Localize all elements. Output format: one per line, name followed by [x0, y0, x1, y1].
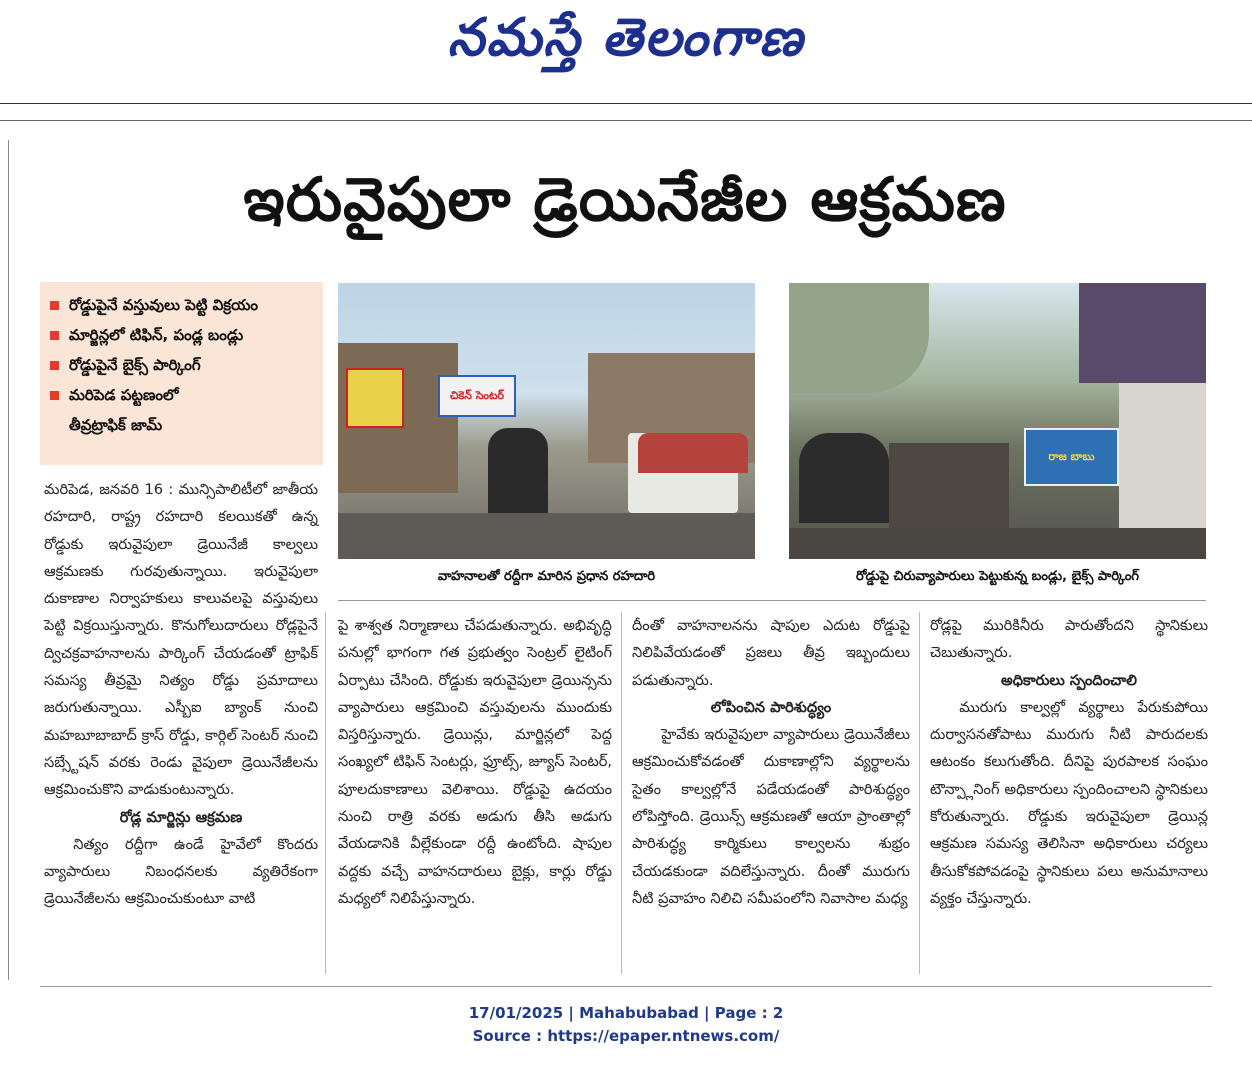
paragraph: నిత్యం రద్దీగా ఉండే హైవేలో కొందరు వ్యాపారులు నిబంధనలకు వ్యతిరేకంగా డ్రెయినేజీలను ఆక్రమించుకుంటూ వాటి: [44, 835, 318, 908]
masthead-divider-secondary: [0, 120, 1252, 121]
article-headline: ఇరువైపులా డ్రెయినేజీల ఆక్రమణ: [243, 165, 1007, 235]
paragraph: మరిపెడ, జనవరి 16 : మున్సిపాలిటీలో జాతీయ రహదారి, రాష్ట్ర రహదారి కలయికతో ఉన్న రోడ్డుకు ఇరువైపులా డ్రెయినేజీ కాల్వలు ఆక్రమణకు గురవుతున్నాయి. ఇరువైపులా దుకాణాల నిర్వాహకులు కాలువలపై వస్తువులు పెట్టి విక్రయిస్తున్నారు. కొనుగోలుదారులు రోడ్లపైనే ద్విచక్రవాహనాలను పార్కింగ్ చేయడంతో ట్రాఫిక్ సమస్య తీవ్రమై నిత్యం రోడ్డు ప్రమాదాలు జరుగుతున్నాయి. ఎస్బీఐ బ్యాంక్ నుంచి మహబూబాబాద్ క్రాస్ రోడ్డు, కార్గిల్ సెంటర్ నుంచి సబ్స్టేషన్ వరకు రెండు వైపులా డ్రెయినేజీలను ఆక్రమించుకొని వాడుకుంటున్నారు.: [44, 481, 318, 799]
edition-info: 17/01/2025 | Mahabubabad | Page : 2: [468, 1004, 784, 1022]
masthead: [0, 0, 1252, 100]
paragraph: మురుగు కాల్వల్లో వ్యర్థాలు పేరుకుపోయి దుర్వాసనతోపాటు మురుగు నీటి పారుదలకు ఆటంకం కలుగుతోంది. దీనిపై పురపాలక సంఘం టౌన్ప్లానింగ్ అధికారులు స్పందించాలని స్థానికులు కోరుతున్నారు. రోడ్డుకు ఇరువైపులా డ్రెయిన్ల ఆక్రమణ సమస్య తెలిసినా అధికారులు చర్యలు తీసుకోకపోవడంపై స్థానికులు పలు అనుమానాలు వ్యక్తం చేస్తున్నారు.: [930, 698, 1208, 907]
photo-parked-bikes: [889, 443, 1009, 533]
article-column-4: [930, 612, 1208, 912]
paragraph: రోడ్లపై మురికినీరు పారుతోందని స్థానికులు చెబుతున్నారు.: [930, 617, 1208, 662]
newspaper-logo: నమస్తే తెలంగాణ: [447, 8, 805, 68]
bullet-square-icon: [50, 331, 59, 340]
article-column-1: [44, 476, 318, 913]
highlight-item: మరిపెడ పట్టణంలో: [46, 380, 317, 410]
photo-main-road-traffic: [338, 283, 755, 559]
bullet-square-icon: [50, 391, 59, 400]
source-link[interactable]: Source : https://epaper.ntnews.com/: [472, 1027, 780, 1045]
photo-shop-sign-chicken: చికెన్ సెంటర్: [438, 375, 516, 417]
photo-caption: వాహనాలతో రద్దీగా మారిన ప్రధాన రహదారి: [437, 569, 656, 584]
photo-shop-sign: [346, 368, 404, 428]
subheading: లోపించిన పారిశుద్ధ్యం: [710, 698, 832, 716]
column-divider: [919, 612, 920, 974]
caption-divider: [338, 600, 1206, 601]
page-left-border: [8, 140, 9, 980]
article-column-2: [338, 612, 612, 912]
article-column-3: [632, 612, 910, 912]
photo-vendor-cart: [799, 433, 889, 523]
highlights-box: [40, 282, 323, 465]
photo-shop-building: [1079, 283, 1206, 383]
photo-display-counter: [1119, 383, 1206, 533]
photo-shop-banner: రాజ బాబు: [1024, 428, 1119, 486]
photo-trees: [789, 283, 929, 393]
subheading: అధికారులు స్పందించాలి: [1001, 671, 1137, 689]
paragraph: పై శాశ్వత నిర్మాణాలు చేపడుతున్నారు. అభివృద్ధి పనుల్లో భాగంగా గత ప్రభుత్వం సెంట్రల్ లైటింగ్ ఏర్పాటు చేసింది. రోడ్డుకు ఇరువైపులా డ్రెయిన్సను వ్యాపారులు ఆక్రమించి వస్తువులను ముందుకు విస్తరిస్తున్నారు. డ్రెయిన్లు, మార్జిన్లలో పెద్ద సంఖ్యలో టిఫిన్ సెంటర్లు, ఫ్రూట్స్, జ్యూస్ సెంటర్, పూలదుకాణాలు వెలిశాయి. రోడ్డుపై ఉదయం నుంచి రాత్రి వరకు అడుగు తీసి అడుగు వేయడానికి వీల్లేకుండా రద్దీ ఉంటోంది. షాపుల వద్దకు వచ్చే వాహనదారులు బైక్లు, కార్లు రోడ్డు మధ్యలో నిలిపేస్తున్నారు.: [338, 617, 612, 907]
highlight-item: రోడ్డుపైనే వస్తువులు పెట్టి విక్రయం: [46, 290, 317, 320]
paragraph: హైవేకు ఇరువైపులా వ్యాపారులు డ్రెయినేజీలు ఆక్రమించుకోవడంతో దుకాణాల్లోని వ్యర్థాలను సైతం కాల్వల్లోనే పడేయడంతో పారిశుద్ధ్యం లోపిస్తోంది. డ్రెయిన్స్ ఆక్రమణతో ఆయా ప్రాంతాల్లో పారిశుద్ధ్య కార్మికులు కాల్వలను శుభ్రం చేయడకుండా వదిలేస్తున్నారు. దీంతో మురుగు నీటి ప్రవాహం నిలిచి సమీపంలోని నివాసాల మధ్య: [632, 726, 910, 907]
bullet-square-icon: [50, 301, 59, 310]
highlight-item: రోడ్డుపైనే బైక్స్ పార్కింగ్: [46, 350, 317, 380]
paragraph: దీంతో వాహనాలనను షాపుల ఎదుట రోడ్డుపై నిలిపివేయడంతో ప్రజలు తీవ్ర ఇబ్బందులు పడుతున్నారు.: [632, 617, 910, 689]
masthead-divider: [0, 103, 1252, 104]
bullet-square-icon: [50, 361, 59, 370]
column-divider: [325, 612, 326, 974]
photo-street-vendors: [789, 283, 1206, 559]
column-divider: [621, 612, 622, 974]
highlight-item-continued: తీవ్రట్రాఫిక్ జామ్: [69, 416, 163, 434]
photo-road: [789, 528, 1206, 559]
photo-road: [338, 513, 755, 559]
highlight-item: మార్జిన్లలో టిఫిన్, పండ్ల బండ్లు: [46, 320, 317, 350]
photo-truck-load: [638, 433, 748, 473]
footer-divider: [40, 986, 1212, 987]
subheading: రోడ్ల మార్జిన్లు ఆక్రమణ: [119, 808, 243, 826]
photo-caption: రోడ్డుపై చిరువ్యాపారులు పెట్టుకున్న బండ్లు, బైక్స్ పార్కింగ్: [856, 569, 1139, 584]
